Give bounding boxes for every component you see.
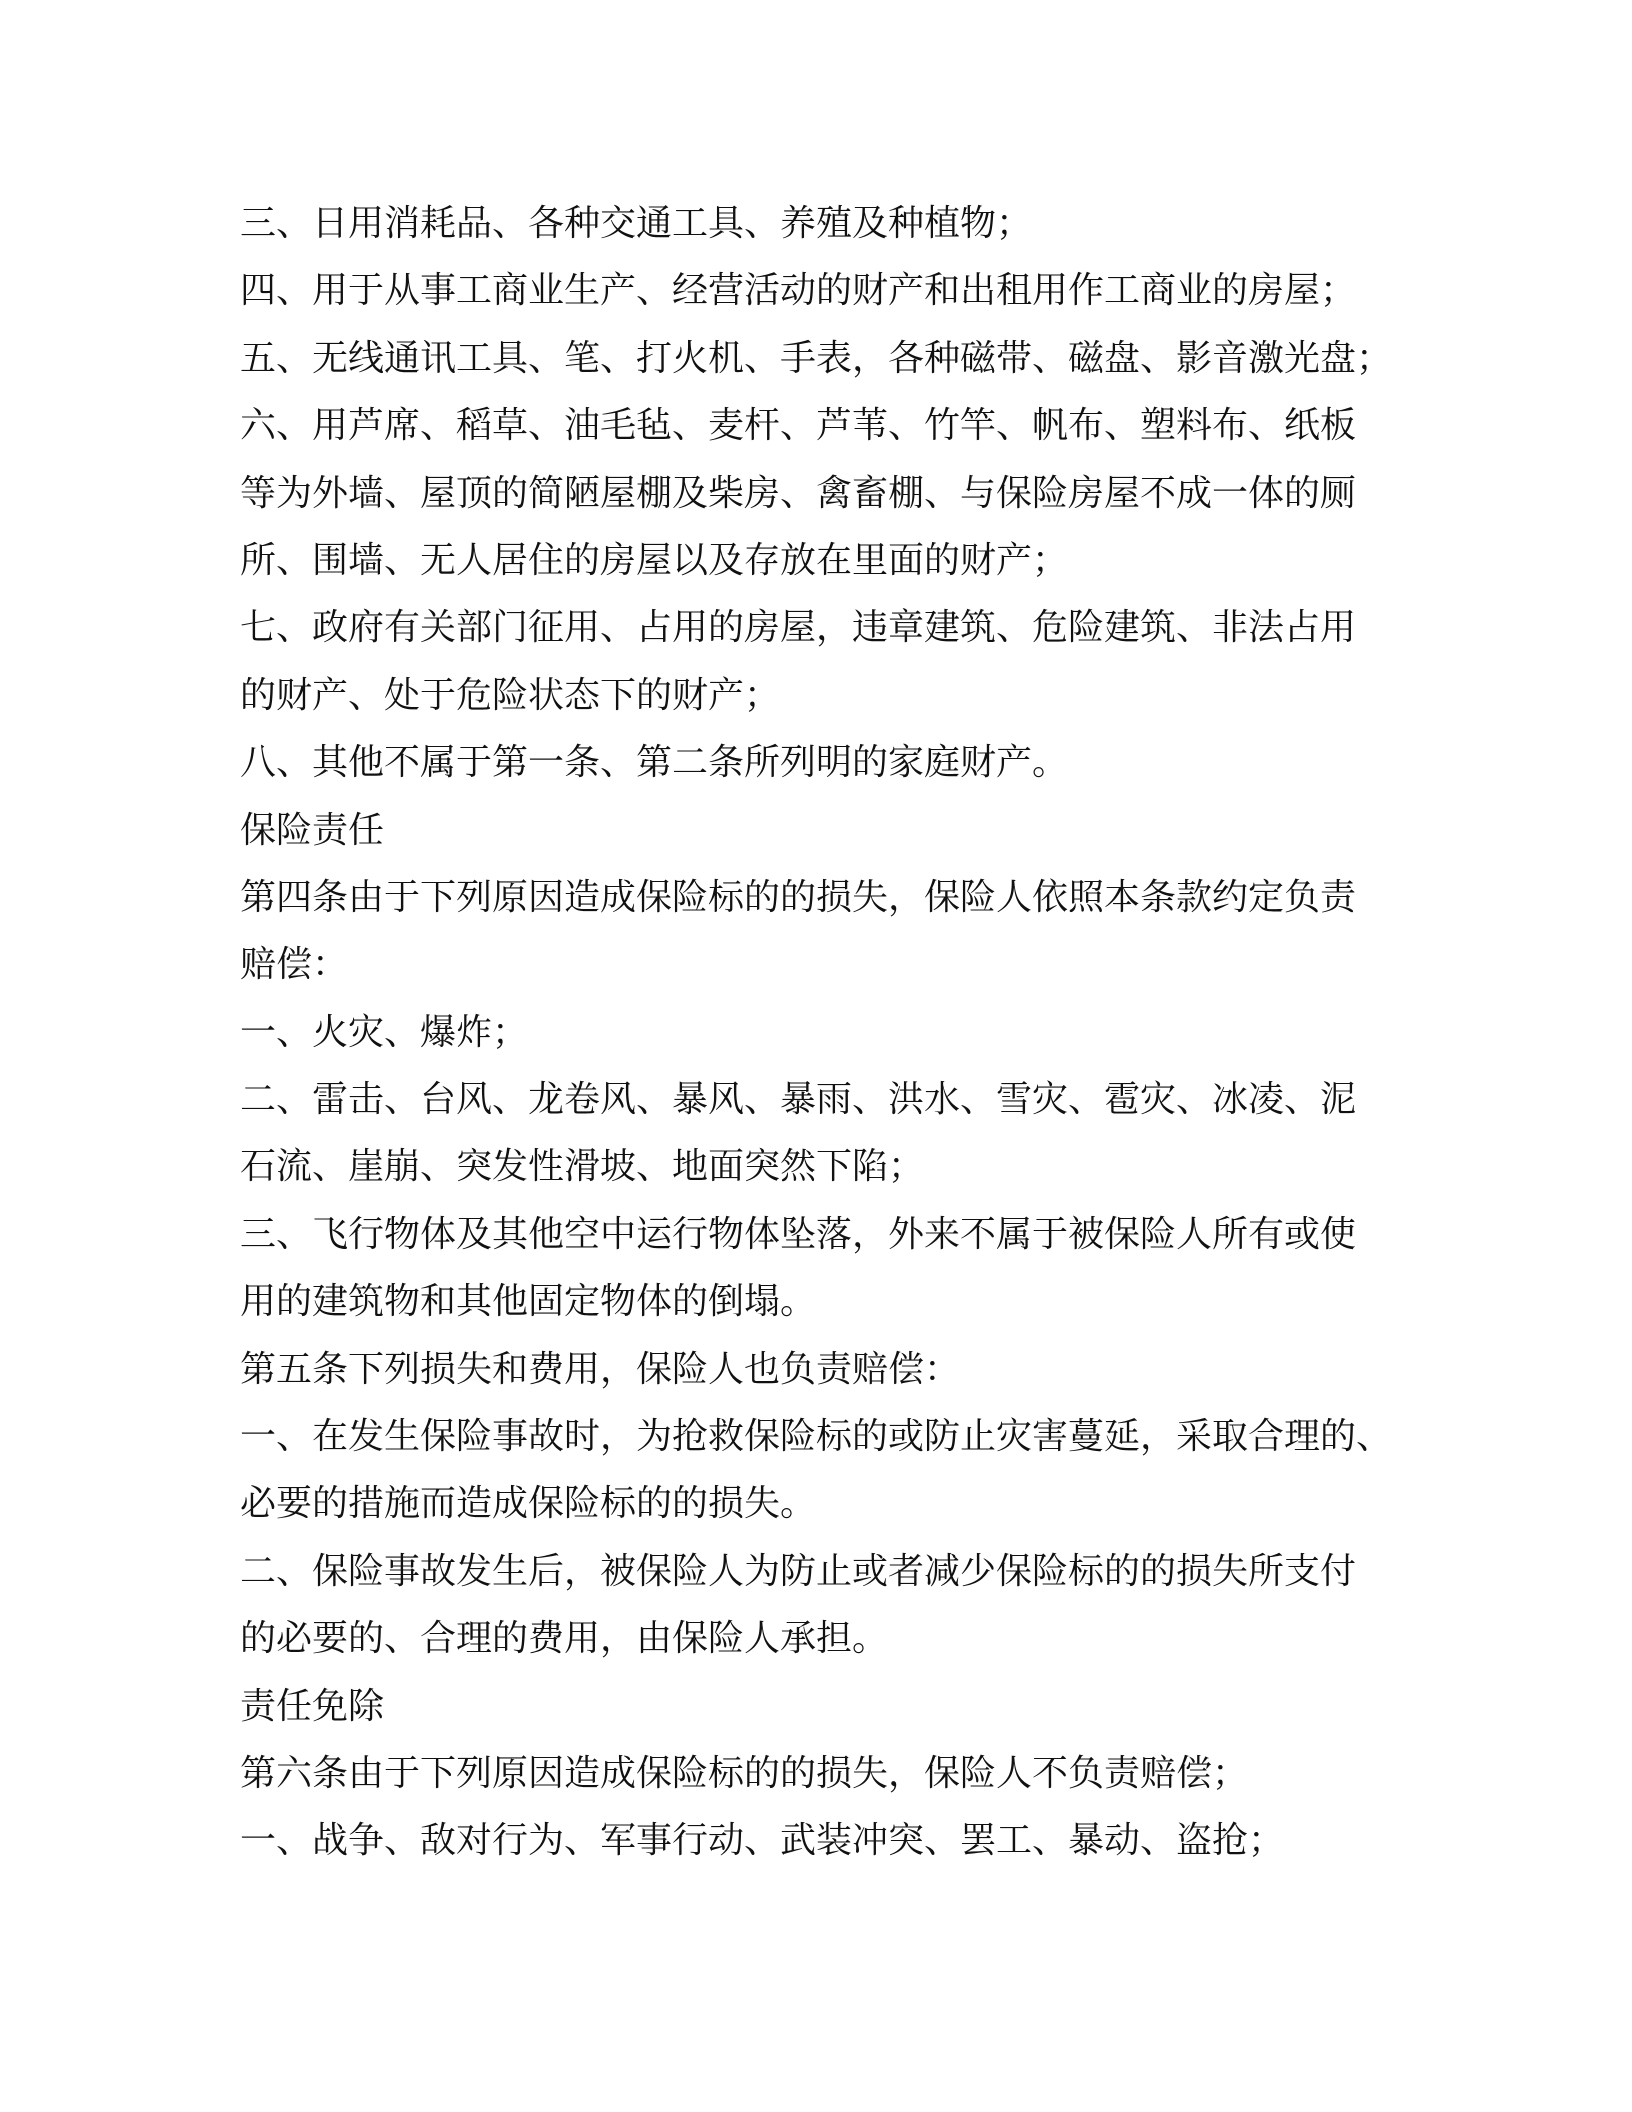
article-5-item-1-line-1: 一、在发生保险事故时，为抢救保险标的或防止灾害蔓延，采取合理的、: [240, 1416, 1393, 1458]
article-6: 第六条由于下列原因造成保险标的的损失，保险人不负责赔偿；: [240, 1752, 1249, 1794]
liability-item-1: 一、火灾、爆炸；: [240, 1011, 529, 1053]
exclusion-item-8: 八、其他不属于第一条、第二条所列明的家庭财产。: [240, 742, 1069, 784]
exclusion-item-6-line-1: 六、用芦席、稻草、油毛毡、麦杆、芦苇、竹竿、帆布、塑料布、纸板: [240, 405, 1357, 447]
exclusion-item-7-line-1: 七、政府有关部门征用、占用的房屋，违章建筑、危险建筑、非法占用: [240, 607, 1357, 649]
exclusion-item-7-line-2: 的财产、处于危险状态下的财产；: [240, 674, 781, 716]
liability-item-3-line-2: 用的建筑物和其他固定物体的倒塌。: [240, 1281, 817, 1323]
exclusion-item-5: 五、无线通讯工具、笔、打火机、手表，各种磁带、磁盘、影音激光盘；: [240, 337, 1393, 379]
document-page: [240, 190, 1400, 1875]
article-5-item-2-line-2: 的必要的、合理的费用，由保险人承担。: [240, 1618, 889, 1660]
article-5-item-1-line-2: 必要的措施而造成保险标的的损失。: [240, 1483, 817, 1525]
liability-item-2-line-1: 二、雷击、台风、龙卷风、暴风、暴雨、洪水、雪灾、雹灾、冰凌、泥: [240, 1079, 1357, 1121]
exclusion-item-6-line-2: 等为外墙、屋顶的简陋屋棚及柴房、禽畜棚、与保险房屋不成一体的厕: [240, 472, 1357, 514]
exemption-item-1: 一、战争、敌对行为、军事行动、武装冲突、罢工、暴动、盗抢；: [240, 1820, 1285, 1862]
section-heading-insurance-liability: 保险责任: [240, 809, 385, 851]
exclusion-item-4: 四、用于从事工商业生产、经营活动的财产和出租用作工商业的房屋；: [240, 270, 1357, 312]
liability-item-3-line-1: 三、飞行物体及其他空中运行物体坠落，外来不属于被保险人所有或使: [240, 1213, 1357, 1255]
article-5: 第五条下列损失和费用，保险人也负责赔偿：: [240, 1348, 961, 1390]
exclusion-item-3: 三、日用消耗品、各种交通工具、养殖及种植物；: [240, 203, 1033, 244]
exclusion-item-6-line-3: 所、围墙、无人居住的房屋以及存放在里面的财产；: [240, 539, 1069, 581]
article-5-item-2-line-1: 二、保险事故发生后，被保险人为防止或者减少保险标的的损失所支付: [240, 1550, 1357, 1592]
liability-item-2-line-2: 石流、崖崩、突发性滑坡、地面突然下陷；: [240, 1146, 925, 1188]
section-heading-exemptions: 责任免除: [240, 1685, 385, 1727]
article-4-line-1: 第四条由于下列原因造成保险标的的损失，保险人依照本条款约定负责: [240, 876, 1357, 918]
article-4-line-2: 赔偿：: [240, 944, 349, 986]
